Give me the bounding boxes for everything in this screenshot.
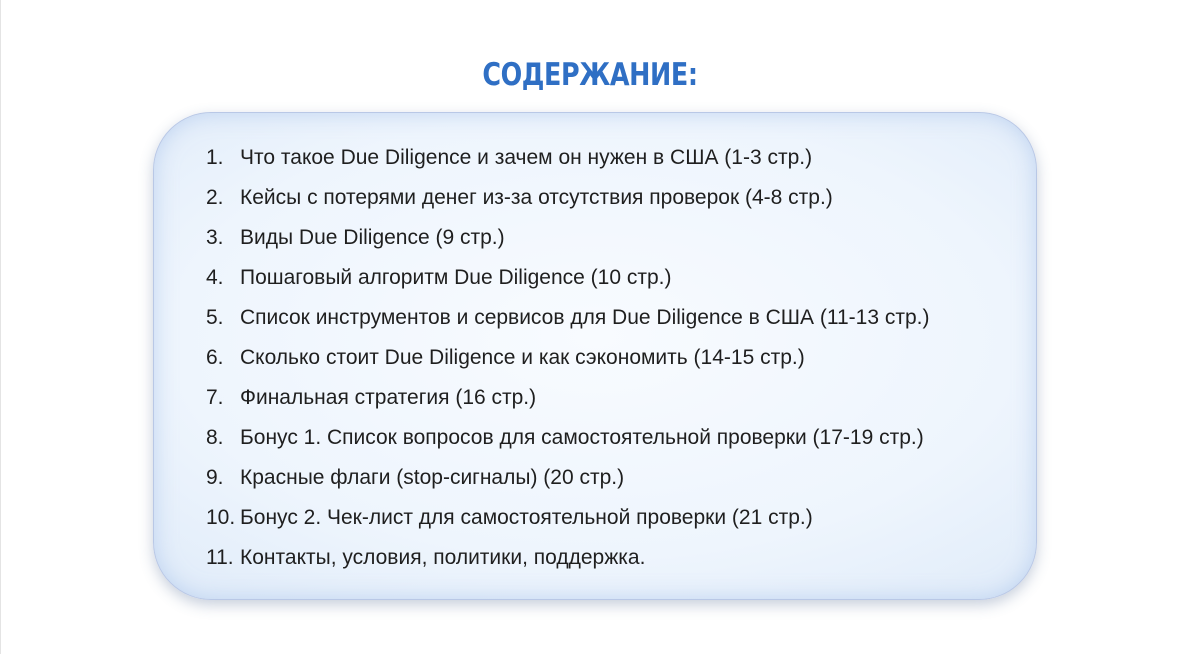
page-left-border: [0, 0, 1, 654]
toc-item-number: 9.: [206, 466, 224, 489]
toc-item-5: [206, 301, 929, 341]
toc-item-text: Список инструментов и сервисов для Due Diligence в США (11-13 стр.): [240, 306, 930, 329]
toc-item-number: 5.: [206, 306, 224, 329]
toc-item-7: [206, 381, 929, 421]
toc-item-text: Пошаговый алгоритм Due Diligence (10 стр.): [240, 266, 672, 289]
toc-item-number: 6.: [206, 346, 224, 369]
toc-item-6: [206, 341, 929, 381]
toc-item-11: [206, 541, 929, 581]
table-of-contents-list: [206, 141, 929, 581]
toc-item-3: [206, 221, 929, 261]
toc-item-2: [206, 181, 929, 221]
toc-item-text: Красные флаги (stop-сигналы) (20 стр.): [240, 466, 625, 489]
toc-item-number: 3.: [206, 226, 224, 249]
toc-item-number: 7.: [206, 386, 224, 409]
toc-item-text: Сколько стоит Due Diligence и как сэкономить (14-15 стр.): [240, 346, 805, 369]
toc-item-number: 10.: [206, 506, 236, 529]
toc-item-text: Финальная стратегия (16 стр.): [240, 386, 537, 409]
toc-item-text: Виды Due Diligence (9 стр.): [240, 226, 505, 249]
toc-item-text: Что такое Due Diligence и зачем он нужен в США (1-3 стр.): [240, 146, 813, 169]
toc-item-4: [206, 261, 929, 301]
page-title: СОДЕРЖАНИЕ:: [482, 56, 698, 93]
toc-item-1: [206, 141, 929, 181]
toc-item-number: 1.: [206, 146, 224, 169]
toc-item-10: [206, 501, 929, 541]
toc-item-8: [206, 421, 929, 461]
table-of-contents-card: [153, 112, 1037, 600]
toc-item-number: 2.: [206, 186, 224, 209]
toc-item-number: 11.: [206, 546, 234, 569]
toc-item-9: [206, 461, 929, 501]
toc-item-text: Контакты, условия, политики, поддержка.: [240, 546, 646, 569]
toc-item-text: Бонус 1. Список вопросов для самостоятельной проверки (17-19 стр.): [240, 426, 924, 449]
toc-item-number: 8.: [206, 426, 224, 449]
toc-item-text: Бонус 2. Чек-лист для самостоятельной проверки (21 стр.): [240, 506, 813, 529]
toc-item-number: 4.: [206, 266, 224, 289]
toc-item-text: Кейсы с потерями денег из-за отсутствия проверок (4-8 стр.): [240, 186, 833, 209]
